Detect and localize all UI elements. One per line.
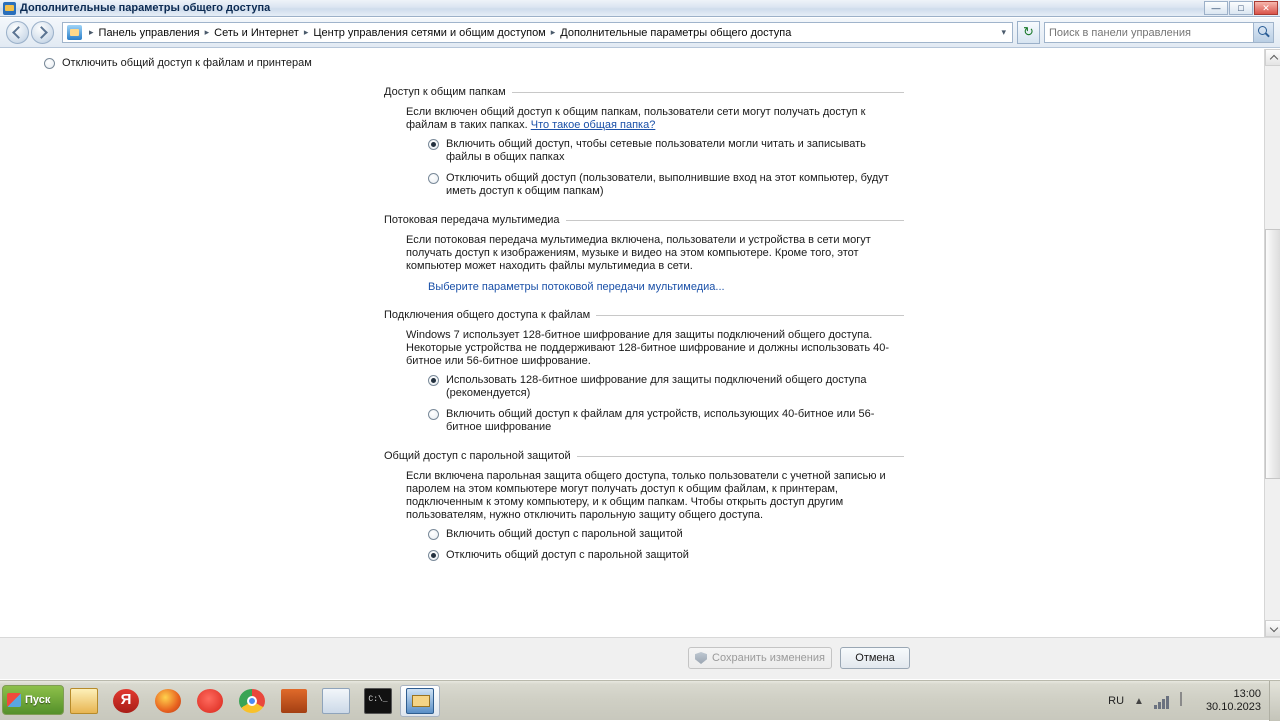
command-prompt-icon: C:\_ bbox=[364, 688, 392, 714]
search-icon[interactable] bbox=[1253, 23, 1273, 42]
start-button[interactable] bbox=[2, 685, 64, 715]
taskbar-item-yandex[interactable] bbox=[106, 685, 146, 717]
system-tray bbox=[1108, 681, 1280, 721]
folder-icon bbox=[70, 688, 98, 714]
language-indicator[interactable]: RU bbox=[1108, 695, 1125, 707]
option-disable-password-protected-sharing[interactable] bbox=[428, 549, 898, 562]
section-header bbox=[384, 86, 904, 98]
window-title: Дополнительные параметры общего доступа bbox=[20, 2, 271, 14]
dialog-footer bbox=[0, 637, 1280, 679]
description-text: Если включен общий доступ к общим папкам, пользователи сети могут получать доступ к файлам в таких папках. bbox=[406, 106, 866, 131]
section-title: Доступ к общим папкам bbox=[384, 86, 506, 98]
option-label: Отключить общий доступ к файлам и принтерам bbox=[62, 57, 312, 69]
network-sharing-icon bbox=[406, 688, 434, 714]
option-enable-public-folder-sharing[interactable] bbox=[428, 138, 898, 164]
refresh-icon[interactable]: ↻ bbox=[1017, 21, 1040, 44]
opera-icon bbox=[197, 689, 223, 713]
section-0-description bbox=[406, 106, 898, 132]
window-title-bar[interactable] bbox=[0, 0, 1280, 17]
option-label: Включить общий доступ к файлам для устройств, использующих 40-битное или 56-битное шифрование bbox=[446, 408, 875, 433]
address-bar bbox=[0, 18, 1280, 48]
yandex-browser-icon: Я bbox=[113, 689, 139, 713]
cancel-button[interactable] bbox=[840, 647, 910, 669]
flag-action-center-icon[interactable] bbox=[1180, 693, 1198, 709]
taskbar-item-cmd[interactable] bbox=[358, 685, 398, 717]
breadcrumb-separator: ▸ bbox=[303, 27, 309, 37]
taskbar-item-opera[interactable] bbox=[190, 685, 230, 717]
section-1-description: Если потоковая передача мультимедиа включена, пользователи и устройства в сети могут получать доступ к изображениям, музыке и видео на этом компьютере. Кроме того, этот компьютер может находить файлы мультимедиа в сети. bbox=[406, 234, 871, 272]
settings-page bbox=[0, 49, 1264, 570]
section-public-folder-sharing bbox=[384, 86, 904, 98]
radio-icon[interactable] bbox=[428, 529, 439, 540]
shield-icon bbox=[695, 652, 707, 664]
option-disable-public-folder-sharing[interactable] bbox=[428, 172, 898, 198]
section-header bbox=[384, 214, 904, 226]
radio-icon[interactable] bbox=[44, 58, 55, 69]
section-title: Общий доступ с парольной защитой bbox=[384, 450, 571, 462]
option-use-128bit-encryption[interactable] bbox=[428, 374, 898, 400]
taskbar-items bbox=[62, 684, 440, 718]
minimize-button[interactable]: — bbox=[1204, 1, 1228, 15]
maximize-button[interactable]: □ bbox=[1229, 1, 1253, 15]
option-label: Включить общий доступ, чтобы сетевые пользователи могли читать и записывать файлы в общих папках bbox=[446, 138, 866, 163]
radio-icon[interactable] bbox=[428, 375, 439, 386]
media-streaming-options-link[interactable]: Выберите параметры потоковой передачи мультимедиа... bbox=[428, 281, 725, 293]
network-sharing-icon bbox=[3, 2, 16, 15]
taskbar-item-chrome[interactable] bbox=[232, 685, 272, 717]
section-rule bbox=[596, 315, 904, 316]
section-header bbox=[384, 450, 904, 462]
section-rule bbox=[566, 220, 904, 221]
breadcrumb-item-network-center[interactable]: Центр управления сетями и общим доступом bbox=[313, 26, 546, 39]
radio-icon[interactable] bbox=[428, 139, 439, 150]
option-label: Использовать 128-битное шифрование для защиты подключений общего доступа (рекомендуется) bbox=[446, 374, 867, 399]
breadcrumb-separator: ▸ bbox=[89, 27, 94, 37]
start-label: Пуск bbox=[25, 694, 51, 706]
breadcrumb-separator: ▸ bbox=[204, 27, 210, 37]
breadcrumb-separator: ▸ bbox=[550, 27, 556, 37]
radio-icon[interactable] bbox=[428, 409, 439, 420]
taskbar-item-explorer[interactable] bbox=[64, 685, 104, 717]
clock-date: 30.10.2023 bbox=[1205, 701, 1261, 713]
control-panel-icon bbox=[67, 25, 82, 40]
window-controls bbox=[1203, 1, 1278, 16]
section-rule bbox=[577, 456, 904, 457]
taskbar-item-media[interactable] bbox=[274, 685, 314, 717]
section-header bbox=[384, 309, 904, 321]
search-box[interactable] bbox=[1044, 22, 1274, 43]
close-button[interactable]: ✕ bbox=[1254, 1, 1278, 15]
radio-icon[interactable] bbox=[428, 550, 439, 561]
taskbar bbox=[0, 680, 1280, 720]
breadcrumb-item-advanced-sharing[interactable]: Дополнительные параметры общего доступа bbox=[560, 26, 792, 39]
settings-content bbox=[0, 49, 1280, 637]
scrollbar-thumb[interactable] bbox=[1265, 229, 1280, 479]
chrome-icon bbox=[239, 689, 265, 713]
section-title: Подключения общего доступа к файлам bbox=[384, 309, 591, 321]
taskbar-item-firefox[interactable] bbox=[148, 685, 188, 717]
save-changes-button[interactable] bbox=[688, 647, 832, 669]
clock[interactable] bbox=[1206, 688, 1261, 714]
scroll-up-arrow-icon[interactable] bbox=[1265, 49, 1280, 66]
taskbar-item-window[interactable] bbox=[316, 685, 356, 717]
breadcrumb-item-network-internet[interactable]: Сеть и Интернет bbox=[214, 26, 299, 39]
breadcrumb[interactable] bbox=[62, 22, 1013, 43]
vertical-scrollbar[interactable] bbox=[1264, 49, 1280, 637]
chevron-down-icon[interactable]: ▾ bbox=[1001, 27, 1006, 37]
network-signal-icon[interactable] bbox=[1154, 693, 1172, 709]
scroll-down-arrow-icon[interactable] bbox=[1265, 620, 1280, 637]
firefox-icon bbox=[155, 689, 181, 713]
taskbar-item-advanced-sharing[interactable] bbox=[400, 685, 440, 717]
cancel-label: Отмена bbox=[855, 652, 895, 664]
what-is-public-folder-link[interactable]: Что такое общая папка? bbox=[530, 119, 656, 131]
option-disable-file-printer-sharing[interactable] bbox=[44, 57, 514, 70]
section-media-streaming bbox=[384, 214, 904, 226]
back-arrow-icon[interactable] bbox=[6, 21, 29, 44]
forward-arrow-icon[interactable] bbox=[31, 21, 54, 44]
section-title: Потоковая передача мультимедиа bbox=[384, 214, 560, 226]
option-label: Включить общий доступ с парольной защитой bbox=[446, 528, 683, 540]
section-file-sharing-connections bbox=[384, 309, 904, 321]
chevron-up-icon[interactable]: ▲ bbox=[1134, 695, 1144, 707]
windows-flag-icon bbox=[7, 693, 21, 707]
section-password-protected-sharing bbox=[384, 450, 904, 462]
search-input[interactable] bbox=[1045, 27, 1253, 39]
option-use-40-56bit-encryption[interactable] bbox=[428, 408, 898, 434]
breadcrumb-item-control-panel[interactable]: Панель управления bbox=[98, 26, 200, 39]
window-icon bbox=[322, 688, 350, 714]
section-2-description: Windows 7 использует 128-битное шифрование для защиты подключений общего доступа. Некоторые устройства не поддерживают 128-битное шифрование и должны использовать 40-битное или 56-битное шифрование. bbox=[406, 329, 890, 367]
section-rule bbox=[512, 92, 904, 93]
media-player-icon bbox=[281, 689, 307, 713]
show-desktop-button[interactable] bbox=[1269, 681, 1280, 721]
section-3-description: Если включена парольная защита общего доступа, только пользователи с учетной записью и паролем на этом компьютере могут получать доступ к общим файлам, к принтерам, подключенным к этому компьютеру, и к общим папкам. Чтобы открыть доступ другим пользователям, нужно отключить парольную защиту общего доступа. bbox=[406, 470, 886, 521]
radio-icon[interactable] bbox=[428, 173, 439, 184]
clock-time: 13:00 bbox=[1233, 688, 1261, 700]
option-label: Отключить общий доступ с парольной защитой bbox=[446, 549, 689, 561]
option-enable-password-protected-sharing[interactable] bbox=[428, 528, 898, 541]
option-label: Отключить общий доступ (пользователи, выполнившие вход на этот компьютер, будут иметь доступ к общим папкам) bbox=[446, 172, 889, 197]
save-changes-label: Сохранить изменения bbox=[712, 652, 825, 664]
